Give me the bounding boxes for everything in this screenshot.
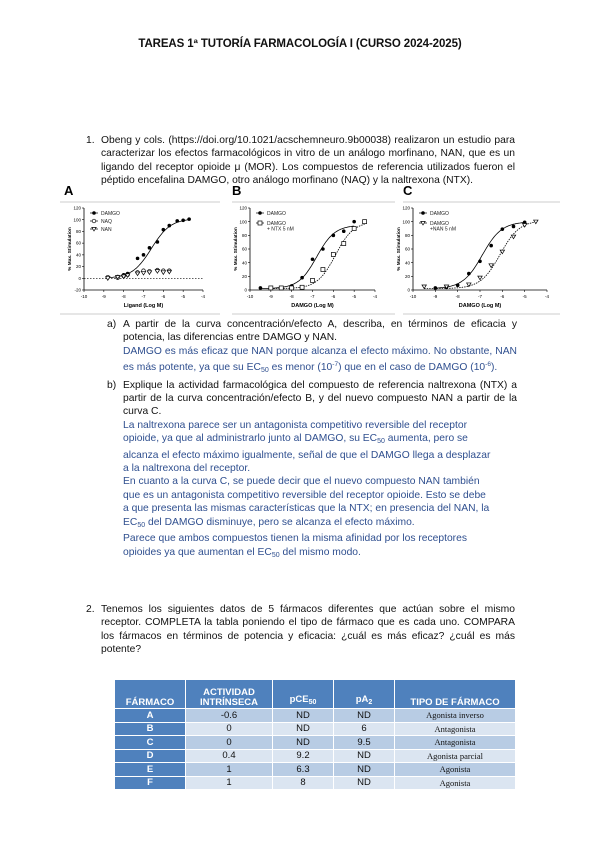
data-point (187, 217, 191, 221)
superscript: -6 (485, 361, 491, 369)
header-text: ACTIVIDAD (203, 687, 255, 698)
x-tick-label: -8 (455, 294, 460, 299)
y-tick-label: 80 (241, 232, 247, 238)
cell-actividad: 1 (186, 776, 273, 789)
data-point (136, 257, 140, 261)
answer-1a (107, 345, 517, 378)
header-actividad (186, 680, 273, 709)
question-1-text: Obeng y cols. (https://doi.org/10.1021/acschemneuro.9b00038) realizaron un estudio para caracterizar los efectos farmacológicos in vitro de un análogo morfinano, NAN, que es un ligando del receptor opioide μ (MOR). Los compuestos de referencia utilizados fueron el péptido encefalina DAMGO, otro análogo morfinano (NAQ) y la naltrexona (NTX). (101, 135, 515, 187)
x-tick-label: -10 (80, 294, 88, 299)
x-tick-label: -6 (161, 294, 166, 299)
y-tick-label: 120 (402, 205, 410, 211)
cell-pce50: 8 (273, 776, 334, 789)
x-tick-label: -7 (477, 294, 483, 299)
question-number: 2. (86, 604, 95, 615)
cell-farmaco: D (115, 749, 186, 763)
y-tick-label: 80 (404, 232, 410, 238)
cell-actividad: -0.6 (186, 709, 273, 723)
data-point (311, 278, 315, 282)
x-tick-label: -6 (500, 294, 505, 299)
legend-label-line: DAMGO (430, 220, 449, 227)
x-tick-label: -5 (181, 294, 186, 299)
data-point (156, 240, 160, 244)
data-point (332, 234, 336, 238)
y-tick-label: -20 (74, 287, 81, 293)
panel-letter: A (64, 183, 74, 198)
y-axis-label: % Max. Stimulation (68, 227, 73, 271)
y-tick-label: 120 (73, 205, 81, 211)
cell-tipo: Antagonista (395, 736, 516, 750)
header-text: INTRÍNSECA (199, 697, 259, 708)
data-point (352, 227, 356, 231)
legend-label-line: + NTX 5 nM (267, 226, 294, 233)
cell-actividad: 0 (186, 722, 273, 736)
data-point (363, 220, 367, 224)
answer-text: La naltrexona parece ser un antagonista competitivo reversible del receptor opioide, ya que al administrarlo junto al DAMGO, su EC (123, 419, 468, 445)
cell-pa2: 9.5 (334, 736, 395, 750)
data-point (92, 211, 96, 215)
data-point (311, 257, 315, 261)
data-point (258, 211, 262, 215)
data-point (456, 283, 460, 287)
cell-pa2: 6 (334, 722, 395, 736)
question-1a (107, 318, 517, 562)
data-point (342, 229, 346, 233)
legend-label: NAQ (101, 218, 112, 225)
data-point (269, 286, 273, 290)
legend-entry (256, 211, 286, 217)
data-point (501, 227, 505, 231)
x-tick-label: -6 (331, 294, 336, 299)
question-2 (86, 603, 515, 657)
item-label: b) (107, 379, 117, 391)
header-pa2 (334, 680, 395, 709)
data-point (300, 276, 304, 280)
x-tick-label: -7 (141, 294, 146, 299)
x-axis-label: DAMGO (Log M) (458, 303, 502, 309)
question-1b-text: Explique la actividad farmacológica del compuesto de referencia naltrexona (NTX) a partir de la curva concentración/efecto B, y del nuevo compuesto NAN a partir de la curva C. (123, 379, 517, 418)
cell-tipo: Antagonista (395, 722, 516, 736)
cell-tipo: Agonista (395, 776, 516, 789)
legend-label (430, 221, 456, 233)
x-tick-label: -4 (544, 294, 550, 299)
data-point (141, 271, 145, 275)
table-row (115, 722, 515, 736)
answer-text: del DAMGO disminuye, pero se alcanza el efecto máximo. (145, 516, 415, 528)
legend-entry (419, 211, 449, 217)
y-axis-label: % Max. Stimulation (234, 227, 239, 271)
x-axis-label: DAMGO (Log M) (291, 303, 334, 309)
subscript: 50 (271, 551, 280, 559)
cell-farmaco: C (115, 736, 186, 750)
cell-pce50: ND (273, 709, 334, 723)
subscript: 50 (137, 521, 146, 529)
x-tick-label: -10 (246, 294, 254, 299)
y-tick-label: 80 (75, 229, 81, 235)
data-point (500, 250, 504, 254)
figure-panels (60, 180, 560, 320)
document-title: TAREAS 1ª TUTORÍA FARMACOLOGÍA I (CURSO 2024-2025) (138, 38, 462, 50)
cell-pce50: 6.3 (273, 763, 334, 777)
header-farmaco: FÁRMACO (115, 680, 186, 709)
chart-panel-a (60, 183, 220, 314)
legend-label: DAMGO (267, 210, 286, 217)
y-tick-label: 60 (75, 240, 81, 246)
cell-tipo: Agonista inverso (395, 709, 516, 723)
cell-farmaco: F (115, 776, 186, 789)
y-tick-label: 100 (239, 219, 247, 225)
answer-text: ) que en el caso de DAMGO (10 (338, 362, 486, 374)
x-tick-label: -5 (352, 294, 357, 299)
x-tick-label: -9 (101, 294, 106, 299)
data-point (512, 225, 516, 229)
answer-text: ). (490, 362, 498, 374)
item-label: a) (107, 319, 117, 330)
y-axis-label: % Max. Stimulation (397, 227, 402, 271)
data-point (511, 235, 515, 239)
legend-label-line: DAMGO (267, 220, 286, 227)
data-point (422, 285, 426, 289)
legend-label: DAMGO (430, 210, 449, 217)
x-tick-label: -4 (372, 294, 378, 299)
panel-letter: B (232, 183, 242, 198)
data-point (478, 260, 482, 264)
panel-letter: C (403, 183, 413, 198)
data-point (434, 286, 438, 290)
data-point (321, 268, 325, 272)
y-tick-label: 120 (239, 205, 247, 211)
data-point (300, 285, 304, 289)
cell-pa2: ND (334, 776, 395, 789)
cell-pce50: 9.2 (273, 749, 334, 763)
answer-text: aumenta, pero se alcanza el efecto máximo igualmente, señal de que el DAMGO llega a desplazar a la naltrexona del receptor. (123, 433, 491, 475)
y-tick-label: 40 (75, 252, 81, 258)
cell-pce50: ND (273, 736, 334, 750)
header-text: pA (355, 694, 369, 705)
y-tick-label: 20 (404, 273, 410, 279)
legend-entry (256, 221, 294, 233)
data-point (534, 220, 538, 224)
data-point (175, 219, 179, 223)
subscript: 50 (377, 438, 385, 446)
cell-actividad: 1 (186, 763, 273, 777)
legend-entry (419, 221, 456, 233)
cell-farmaco: A (115, 709, 186, 723)
cell-farmaco: B (115, 722, 186, 736)
data-point (279, 286, 283, 290)
answer-text: es menor (10 (268, 362, 333, 374)
cell-pce50: ND (273, 722, 334, 736)
cell-tipo: Agonista parcial (395, 749, 516, 763)
data-point (162, 228, 166, 232)
y-tick-label: 40 (404, 260, 410, 266)
legend-label-line: +NAN 5 nM (430, 226, 456, 233)
drug-table-container (115, 680, 515, 789)
question-number: 1. (86, 135, 95, 146)
data-point (421, 211, 425, 215)
y-tick-label: 100 (402, 219, 410, 225)
answer-1b (107, 419, 493, 562)
data-point (181, 219, 185, 223)
legend-label: DAMGO (101, 210, 120, 217)
answer-text: del mismo modo. (279, 546, 361, 558)
answer-text: Parece que ambos compuestos tienen la misma afinidad por los receptores opioides ya que aumentan el EC (123, 533, 467, 558)
data-point (92, 219, 96, 223)
x-axis-label: Ligand (Log M) (123, 303, 164, 309)
y-tick-label: 20 (241, 273, 247, 279)
header-tipo: TIPO DE FÁRMACO (395, 680, 516, 709)
data-point (478, 276, 482, 280)
x-tick-label: -8 (289, 294, 294, 299)
y-tick-label: 60 (241, 246, 247, 252)
header-text: pCE (289, 694, 309, 705)
x-tick-label: -7 (310, 294, 315, 299)
data-point (167, 224, 171, 228)
superscript: -7 (332, 361, 339, 369)
data-point (342, 242, 346, 246)
header-pce50 (273, 680, 334, 709)
data-point (331, 252, 335, 256)
answer-text: En cuanto a la curva C, se puede decir que el nuevo compuesto NAN también que es un antagonista competitivo reversible del receptor opioide. Esto se debe a que presenta las mismas características que la NTX; en presencia del NAN, la EC (123, 476, 490, 528)
legend-label: NAN (101, 226, 112, 233)
y-tick-label: 60 (404, 246, 410, 252)
answer-text: DAMGO es más eficaz que NAN porque alcanza el efecto máximo. No obstante, NAN es más potente, ya que su EC (123, 345, 517, 374)
cell-tipo: Agonista (395, 763, 516, 777)
subscript: 2 (368, 699, 373, 706)
legend-entry (90, 227, 112, 233)
legend-label (267, 221, 294, 233)
data-point (148, 246, 152, 250)
cell-pa2: ND (334, 709, 395, 723)
cell-pa2: ND (334, 763, 395, 777)
data-point (489, 244, 493, 248)
data-point (352, 220, 356, 224)
x-tick-label: -8 (121, 294, 126, 299)
legend-entry (90, 211, 120, 217)
legend-entry (90, 219, 112, 225)
data-point (321, 247, 325, 251)
data-point (467, 272, 471, 276)
data-point (258, 221, 262, 225)
drug-table (115, 680, 515, 789)
dose-response-charts (60, 180, 560, 320)
y-tick-label: 0 (78, 275, 81, 281)
y-tick-label: 0 (407, 287, 410, 293)
cell-farmaco: E (115, 763, 186, 777)
x-tick-label: -5 (522, 294, 527, 299)
cell-actividad: 0 (186, 736, 273, 750)
data-point (161, 271, 165, 275)
y-tick-label: 0 (244, 287, 247, 293)
table-row (115, 763, 515, 777)
y-tick-label: 40 (241, 260, 247, 266)
cell-actividad: 0.4 (186, 749, 273, 763)
data-point (259, 286, 263, 290)
subscript: 50 (260, 367, 269, 375)
chart-panel-c (396, 183, 560, 314)
x-tick-label: -9 (433, 294, 438, 299)
subscript: 50 (308, 699, 317, 706)
fit-curve (260, 226, 354, 288)
table-row (115, 749, 515, 763)
fit-curve (271, 224, 365, 288)
y-tick-label: 100 (73, 217, 81, 223)
y-tick-label: 20 (75, 264, 81, 270)
x-tick-label: -9 (268, 294, 273, 299)
table-row (115, 709, 515, 723)
data-point (290, 286, 294, 290)
data-point (142, 253, 146, 257)
chart-panel-b (232, 183, 395, 314)
x-tick-label: -4 (200, 294, 206, 299)
table-row (115, 776, 515, 789)
cell-pa2: ND (334, 749, 395, 763)
question-1a-text: A partir de la curva concentración/efecto A, describa, en términos de eficacia y potencia, las diferencias entre DAMGO y NAN. (123, 319, 517, 344)
table-row (115, 736, 515, 750)
x-tick-label: -10 (409, 294, 417, 299)
question-2-text: Tenemos los siguientes datos de 5 fármacos diferentes que actúan sobre el mismo receptor. COMPLETA la tabla poniendo el tipo de fármaco que es cada uno. COMPARA los fármacos en términos de potencia y eficacia: ¿cuál es más eficaz? ¿cuál es más potente? (101, 604, 515, 656)
